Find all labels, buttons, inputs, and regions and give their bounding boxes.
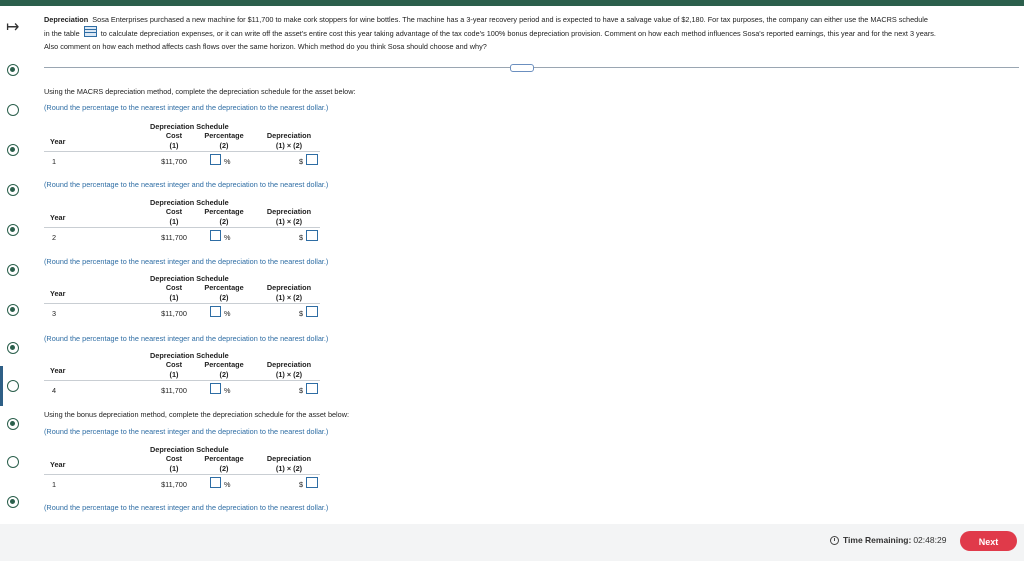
depreciation-header-formula: (1) × (2) xyxy=(275,464,303,473)
question-line-1: Sosa Enterprises purchased a new machine for $11,700 to make cork stoppers for wine bottles. The machine has a 3-year recovery period and is expected to have a salvage value of $2,180. For tax purposes, the company can either use the MACRS schedule xyxy=(92,15,928,24)
cost-value: $11,700 xyxy=(161,233,187,242)
timer-value: 02:48:29 xyxy=(913,535,947,545)
year-header: Year xyxy=(50,289,66,298)
percentage-input[interactable] xyxy=(210,306,221,317)
clock-icon xyxy=(830,536,839,545)
question-nav-item-6[interactable] xyxy=(7,264,19,276)
percentage-header: Percentage xyxy=(204,131,244,140)
cost-header: Cost xyxy=(165,207,183,216)
cost-header: Cost xyxy=(165,360,183,369)
dollar-sign: $ xyxy=(299,309,304,318)
question-line-3: Also comment on how each method affects cash flows over the same horizon. Which method do you think Sosa should choose and why? xyxy=(44,41,487,51)
round-note: (Round the percentage to the nearest integer and the depreciation to the nearest dollar.) xyxy=(44,503,329,512)
collapse-arrow-icon[interactable]: ↦ xyxy=(6,19,20,36)
percentage-header: Percentage xyxy=(204,454,244,463)
percentage-header: Percentage xyxy=(204,283,244,292)
cost-header: Cost xyxy=(165,283,183,292)
round-note: (Round the percentage to the nearest integer and the depreciation to the nearest dollar.) xyxy=(44,257,329,266)
year-value: 1 xyxy=(51,480,57,489)
time-remaining xyxy=(830,535,946,545)
percentage-input[interactable] xyxy=(210,230,221,241)
depreciation-header-formula: (1) × (2) xyxy=(275,293,303,302)
question-line-2a: in the table xyxy=(44,29,80,39)
question-line-2b: to calculate depreciation expenses, or it can write off the asset's entire cost this year taking advantage of the tax code's 100% bonus depreciation provision. Comment on how each method influences Sosa's reported earnings, this year and for the next 3 years. xyxy=(100,29,936,39)
dollar-sign: $ xyxy=(299,386,304,395)
percent-sign: % xyxy=(224,480,231,489)
round-note: (Round the percentage to the nearest integer and the depreciation to the nearest dollar.) xyxy=(44,103,329,112)
depreciation-header-formula: (1) × (2) xyxy=(275,141,303,150)
cost-value: $11,700 xyxy=(161,480,187,489)
cost-value: $11,700 xyxy=(161,309,187,318)
header-rule xyxy=(44,474,320,475)
expand-handle[interactable] xyxy=(510,64,534,72)
percentage-header-number: (2) xyxy=(219,141,229,150)
question-nav-item-8[interactable] xyxy=(7,342,19,354)
dollar-sign: $ xyxy=(299,480,304,489)
percentage-header: Percentage xyxy=(204,207,244,216)
question-title: Depreciation xyxy=(44,15,89,24)
depreciation-schedule-bonus-year-1 xyxy=(44,445,334,511)
question-nav-item-11[interactable] xyxy=(7,456,19,468)
schedule-title: Depreciation Schedule xyxy=(150,274,229,283)
schedule-title: Depreciation Schedule xyxy=(150,351,229,360)
percentage-header-number: (2) xyxy=(219,370,229,379)
depreciation-input[interactable] xyxy=(306,230,318,241)
percentage-input[interactable] xyxy=(210,154,221,165)
bonus-instruction: Using the bonus depreciation method, complete the depreciation schedule for the asset below: xyxy=(44,410,350,419)
cost-value: $11,700 xyxy=(161,386,187,395)
year-header: Year xyxy=(50,213,66,222)
round-note: (Round the percentage to the nearest integer and the depreciation to the nearest dollar.) xyxy=(44,334,329,343)
depreciation-schedule-macrs-year-2 xyxy=(44,198,334,264)
percentage-header-number: (2) xyxy=(219,464,229,473)
year-header: Year xyxy=(50,366,66,375)
next-button[interactable]: Next xyxy=(960,531,1017,551)
percentage-input[interactable] xyxy=(210,477,221,488)
active-question-indicator xyxy=(0,366,3,406)
dollar-sign: $ xyxy=(299,157,304,166)
question-nav-item-12[interactable] xyxy=(7,496,19,508)
question-navigator xyxy=(0,6,30,524)
round-note: (Round the percentage to the nearest integer and the depreciation to the nearest dollar.) xyxy=(44,427,329,436)
percent-sign: % xyxy=(224,233,231,242)
depreciation-input[interactable] xyxy=(306,154,318,165)
year-value: 2 xyxy=(51,233,57,242)
header-rule xyxy=(44,303,320,304)
cost-value: $11,700 xyxy=(161,157,187,166)
question-nav-item-4[interactable] xyxy=(7,184,19,196)
depreciation-schedule-macrs-year-4 xyxy=(44,351,334,417)
question-nav-item-3[interactable] xyxy=(7,144,19,156)
depreciation-schedule-macrs-year-1 xyxy=(44,122,334,188)
percentage-header: Percentage xyxy=(204,360,244,369)
depreciation-header: Depreciation xyxy=(266,283,312,292)
percent-sign: % xyxy=(224,157,231,166)
cost-header-number: (1) xyxy=(169,370,179,379)
cost-header: Cost xyxy=(165,454,183,463)
question-nav-item-2[interactable] xyxy=(7,104,19,116)
depreciation-header: Depreciation xyxy=(266,131,312,140)
percent-sign: % xyxy=(224,309,231,318)
year-value: 4 xyxy=(51,386,57,395)
schedule-title: Depreciation Schedule xyxy=(150,445,229,454)
question-nav-item-5[interactable] xyxy=(7,224,19,236)
cost-header-number: (1) xyxy=(169,293,179,302)
question-nav-item-1[interactable] xyxy=(7,64,19,76)
macrs-instruction: Using the MACRS depreciation method, complete the depreciation schedule for the asset below: xyxy=(44,87,356,96)
question-nav-item-7[interactable] xyxy=(7,304,19,316)
footer-bar xyxy=(0,524,1024,561)
percentage-header-number: (2) xyxy=(219,293,229,302)
cost-header-number: (1) xyxy=(169,217,179,226)
dollar-sign: $ xyxy=(299,233,304,242)
table-icon[interactable] xyxy=(84,26,97,37)
depreciation-header-formula: (1) × (2) xyxy=(275,370,303,379)
year-header: Year xyxy=(50,137,66,146)
depreciation-schedule-macrs-year-3 xyxy=(44,274,334,340)
depreciation-header: Depreciation xyxy=(266,360,312,369)
depreciation-header: Depreciation xyxy=(266,207,312,216)
year-value: 3 xyxy=(51,309,57,318)
header-rule xyxy=(44,380,320,381)
timer-label: Time Remaining: xyxy=(843,535,912,545)
schedule-title: Depreciation Schedule xyxy=(150,122,229,131)
header-rule xyxy=(44,151,320,152)
depreciation-header: Depreciation xyxy=(266,454,312,463)
percentage-header-number: (2) xyxy=(219,217,229,226)
depreciation-input[interactable] xyxy=(306,477,318,488)
year-header: Year xyxy=(50,460,66,469)
cost-header-number: (1) xyxy=(169,141,179,150)
question-prompt xyxy=(44,14,1016,53)
percent-sign: % xyxy=(224,386,231,395)
year-value: 1 xyxy=(51,157,57,166)
schedule-title: Depreciation Schedule xyxy=(150,198,229,207)
question-nav-item-10[interactable] xyxy=(7,418,19,430)
question-nav-item-9[interactable] xyxy=(7,380,19,392)
header-rule xyxy=(44,227,320,228)
percentage-input[interactable] xyxy=(210,383,221,394)
cost-header-number: (1) xyxy=(169,464,179,473)
depreciation-input[interactable] xyxy=(306,306,318,317)
cost-header: Cost xyxy=(165,131,183,140)
depreciation-header-formula: (1) × (2) xyxy=(275,217,303,226)
round-note: (Round the percentage to the nearest integer and the depreciation to the nearest dollar.) xyxy=(44,180,329,189)
depreciation-input[interactable] xyxy=(306,383,318,394)
